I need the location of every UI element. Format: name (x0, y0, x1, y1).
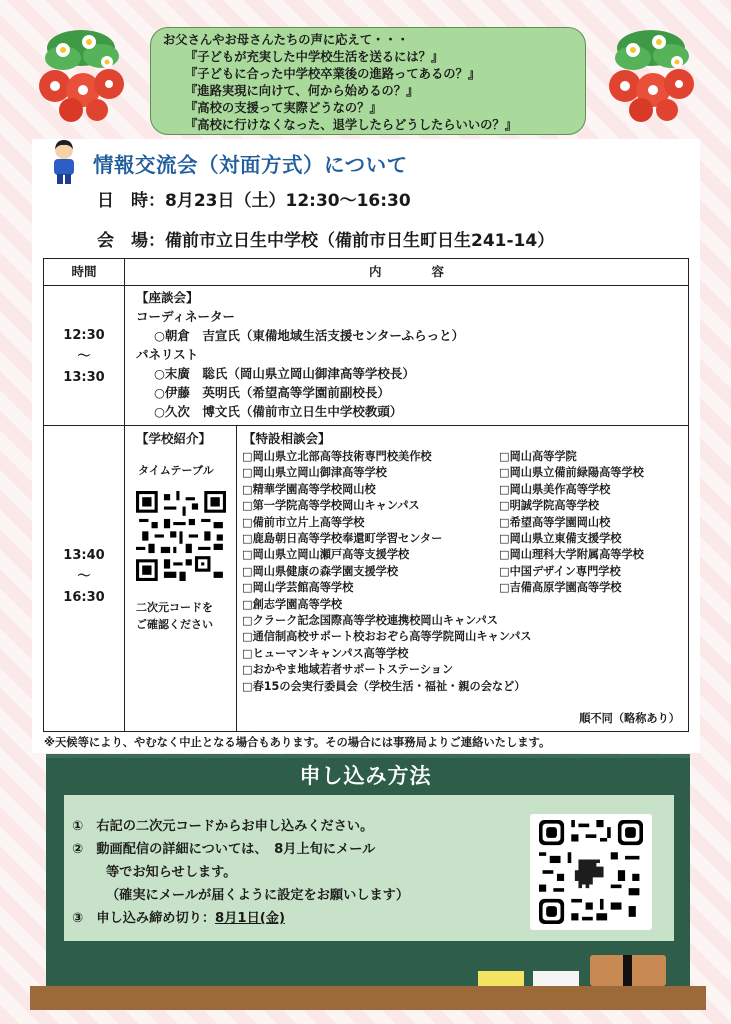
question-item: 『子どもに合った中学校卒業後の進路ってあるの？』 (185, 67, 481, 81)
event-date: 日 時：8月23日（土）12:30〜16:30 (97, 191, 411, 211)
parent-questions-bubble (150, 27, 586, 135)
school-item: □岡山県立岡山御津高等学校 (242, 466, 387, 480)
question-item: 『子どもが充実した中学校生活を送るには？』 (185, 50, 444, 64)
white-chalk (533, 971, 579, 986)
school-item: □第一学院高等学校岡山キャンパス (242, 499, 420, 513)
question-item: 『高校の支援って実際どうなの？』 (185, 101, 382, 115)
strawberry-flower-decoration-right (603, 28, 699, 122)
school-item: □精華学園高等学校岡山校 (242, 482, 376, 496)
row2-time: 13:40 〜 16:30 (63, 548, 105, 605)
school-item: □岡山理科大学附属高等学校 (499, 548, 644, 562)
deadline-date: 8月1日(金) (215, 911, 286, 926)
timetable-label: タイムテーブル (138, 464, 214, 477)
question-item: 『高校に行けなくなった、退学したらどうしたらいいの？』 (185, 118, 518, 132)
school-item: □おかやま地域若者サポートステーション (242, 663, 454, 677)
step-3: ③ 申し込み締め切り：8月1日(金) (72, 911, 286, 926)
order-note: 順不同（略称あり） (579, 712, 680, 725)
school-item: □鹿島朝日高等学校奉還町学習センター (242, 532, 443, 546)
step-2: ② 動画配信の詳細については、 8月上旬にメール (72, 842, 376, 857)
chalkboard-ledge (30, 986, 706, 1010)
timetable-qr-code[interactable] (136, 491, 226, 581)
school-item: □備前市立片上高等学校 (242, 515, 365, 529)
school-item: □岡山学芸館高等学校 (242, 581, 354, 595)
school-item: □岡山県健康の森学園支援学校 (242, 564, 399, 578)
school-item: □岡山県立北部高等技術専門校美作校 (242, 450, 432, 463)
question-item: 『進路実現に向けて、何から始めるの？』 (185, 84, 419, 98)
event-title: 情報交流会（対面方式）について (93, 153, 408, 177)
consultation-heading: 【特設相談会】 (243, 431, 331, 446)
school-item: □岡山県美作高等学校 (499, 482, 611, 496)
col-header-content: 内 容 (368, 264, 444, 279)
step-2-cont: 等でお知らせします。 (106, 865, 237, 880)
row1-time: 12:30 〜 13:30 (63, 328, 105, 385)
school-item: □吉備高原学園高等学校 (499, 581, 622, 595)
step-2-note: （確実にメールが届くように設定をお願いします） (106, 888, 410, 903)
school-item: □クラーク記念国際高等学校連携校岡山キャンパス (242, 614, 498, 628)
col-header-time: 時間 (71, 264, 97, 279)
consultation-schools-right (499, 449, 644, 597)
school-item: □岡山高等学院 (499, 450, 577, 463)
schedule-table (43, 258, 689, 732)
school-item: □春15の会実行委員会（学校生活・福祉・親の会など） (242, 679, 526, 693)
bubble-lead: お父さんやお母さんたちの声に応えて・・・ (163, 33, 409, 47)
eraser (590, 955, 666, 986)
event-venue: 会 場：備前市立日生中学校（備前市日生町日生241-14） (97, 231, 555, 251)
school-item: □希望高等学園岡山校 (499, 515, 611, 529)
apply-steps (72, 815, 409, 930)
application-qr-frame (530, 814, 652, 930)
school-intro-heading: 【学校紹介】 (136, 431, 212, 446)
weather-notice: ※天候等により、やむなく中止となる場合もあります。その場合には事務局よりご連絡いたします。 (44, 736, 551, 749)
apply-title: 申し込み方法 (299, 764, 432, 788)
consultation-schools-left (242, 449, 531, 695)
school-item: □岡山県立東備支援学校 (499, 532, 622, 546)
school-item: □岡山県立備前緑陽高等学校 (499, 466, 644, 480)
qr-instructions: 二次元コードを ご確認ください (136, 601, 213, 631)
strawberry-flower-decoration-left (33, 28, 129, 122)
school-item: □通信制高校サポート校おおぞら高等学院岡山キャンパス (242, 630, 532, 644)
school-item: □創志学園高等学校 (242, 597, 343, 611)
school-item: □中国デザイン専門学校 (499, 564, 621, 578)
school-item: □ヒューマンキャンパス高等学校 (242, 646, 409, 660)
person-icon (48, 139, 80, 185)
yellow-chalk (478, 971, 524, 986)
school-item: □明誠学院高等学校 (499, 499, 600, 513)
roundtable-section: 【座談会】 コーディネーター ○朝倉 吉宣氏（東備地域生活支援センターふらっと） パネリスト ○末廣 聡氏（岡山県立岡山御津高等学校長） ○伊藤 英明氏（希望高等学園前副校長） ○久次 博文氏（備前市立日生中学校教頭） (136, 290, 465, 419)
school-item: □岡山県立岡山瀬戸高等支援学校 (242, 548, 410, 562)
application-qr-code[interactable] (539, 820, 643, 924)
step-1: ① 右記の二次元コードからお申し込みください。 (72, 819, 374, 834)
